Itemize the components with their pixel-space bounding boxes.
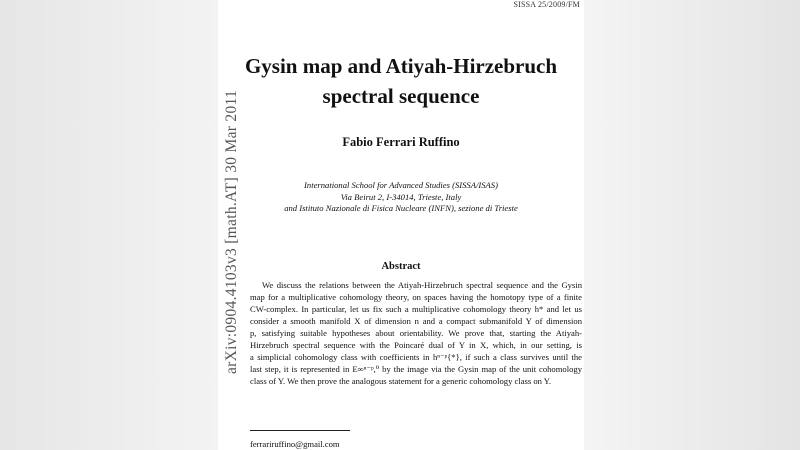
abstract-line: CW-complex. In particular, let us fix such a multiplicative cohomology theory h* and let us <box>250 304 582 314</box>
abstract-line: p, satisfying suitable hypotheses about orientability. We prove that, starting the Atiyah- <box>250 328 582 338</box>
abstract-line: class of Y. We then prove the analogous statement for a generic cohomology class on Y. <box>250 376 552 386</box>
abstract-line: map for a multiplicative cohomology theory, on spaces having the homotopy type of a finite <box>250 292 582 302</box>
affiliation-line: Via Beirut 2, I-34014, Trieste, Italy <box>340 192 462 202</box>
affiliation-line: and Istituto Nazionale di Fisica Nucleare (INFN), sezione di Trieste <box>284 203 518 213</box>
title-line-1: Gysin map and Atiyah-Hirzebruch <box>244 54 558 78</box>
abstract-line: consider a smooth manifold X of dimension n and a compact submanifold Y of dimension <box>250 316 582 326</box>
author: Fabio Ferrari Ruffino <box>342 135 460 149</box>
report-number: SISSA 25/2009/FM <box>513 0 580 9</box>
background-right <box>584 0 800 450</box>
affiliation-line: International School for Advanced Studies (SISSA/ISAS) <box>304 180 498 190</box>
arxiv-stamp: arXiv:0904.4103v3 [math.AT] 30 Mar 2011 <box>223 89 240 375</box>
abstract-line: last step, it is represented in E∞ⁿ⁻ᵖ,⁰ by the image via the Gysin map of the unit cohomology <box>250 364 582 374</box>
footnote-email: ferrariruffino@gmail.com <box>250 439 340 449</box>
paper-page <box>218 0 584 450</box>
abstract-line: a simplicial cohomology class with coefficients in hⁿ⁻ᵖ{*}, if such a class survives until the <box>250 352 582 362</box>
title-line-2: spectral sequence <box>322 84 480 108</box>
footnote-rule <box>250 430 350 431</box>
abstract-line: Hirzebruch spectral sequence with the Poincaré dual of Y in X, which, in our setting, is <box>250 340 582 350</box>
abstract-heading: Abstract <box>381 261 421 272</box>
background-left <box>0 0 218 450</box>
abstract-line: We discuss the relations between the Atiyah-Hirzebruch spectral sequence and the Gysin <box>262 280 582 290</box>
